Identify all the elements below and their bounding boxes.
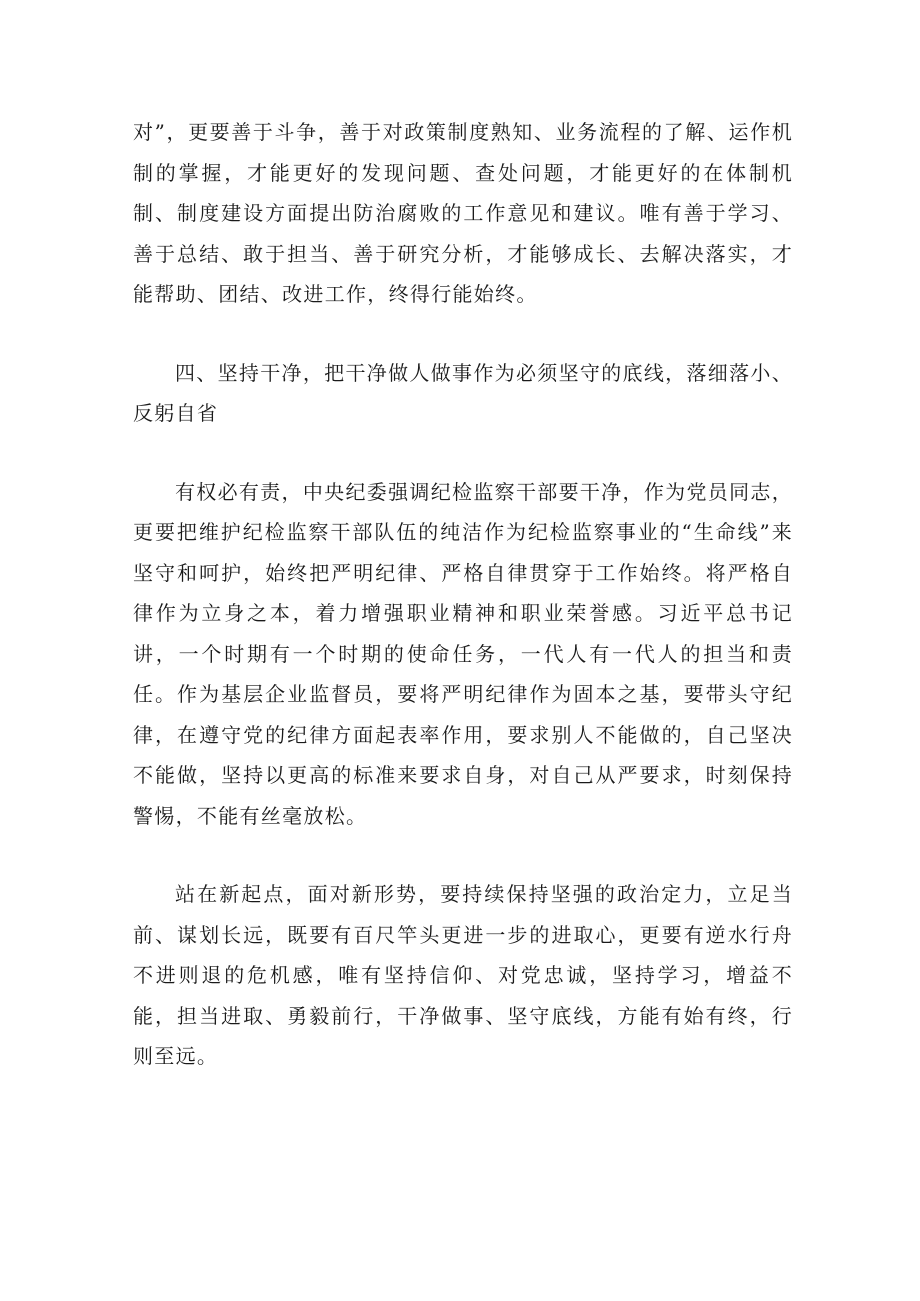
paragraph-self-discipline: 有权必有责，中央纪委强调纪检监察干部要干净，作为党员同志，更要把维护纪检监察干部队伍的纯洁作为纪检监察事业的“生命线”来坚守和呵护，始终把严明纪律、严格自律贯穿于工作始终。将严格自律作为立身之本，着力增强职业精神和职业荣誉感。习近平总书记讲，一个时期有一个时期的使命任务，一代人有一代人的担当和责任。作为基层企业监督员，要将严明纪律作为固本之基，要带头守纪律，在遵守党的纪律方面起表率作用，要求别人不能做的，自己坚决不能做，坚持以更高的标准来要求自身，对自己从严要求，时刻保持警惕，不能有丝毫放松。 xyxy=(133,479,793,828)
document-body xyxy=(133,112,793,1115)
paragraph-conclusion: 站在新起点，面对新形势，要持续保持坚强的政治定力，立足当前、谋划长远，既要有百尺竿头更进一步的进取心，更要有逆水行舟不进则退的危机感，唯有坚持信仰、对党忠诚，坚持学习，增益不能，担当进取、勇毅前行，干净做事、坚守底线，方能有始有终，行则至远。 xyxy=(133,882,793,1068)
paragraph-continuation: 对”，更要善于斗争，善于对政策制度熟知、业务流程的了解、运作机制的掌握，才能更好的发现问题、查处问题，才能更好的在体制机制、制度建设方面提出防治腐败的工作意见和建议。唯有善于学习、善于总结、敢于担当、善于研究分析，才能够成长、去解决落实，才能帮助、团结、改进工作，终得行能始终。 xyxy=(133,120,793,306)
section-heading-four: 四、坚持干净，把干净做人做事作为必须坚守的底线，落细落小、反躬自省 xyxy=(133,360,793,425)
